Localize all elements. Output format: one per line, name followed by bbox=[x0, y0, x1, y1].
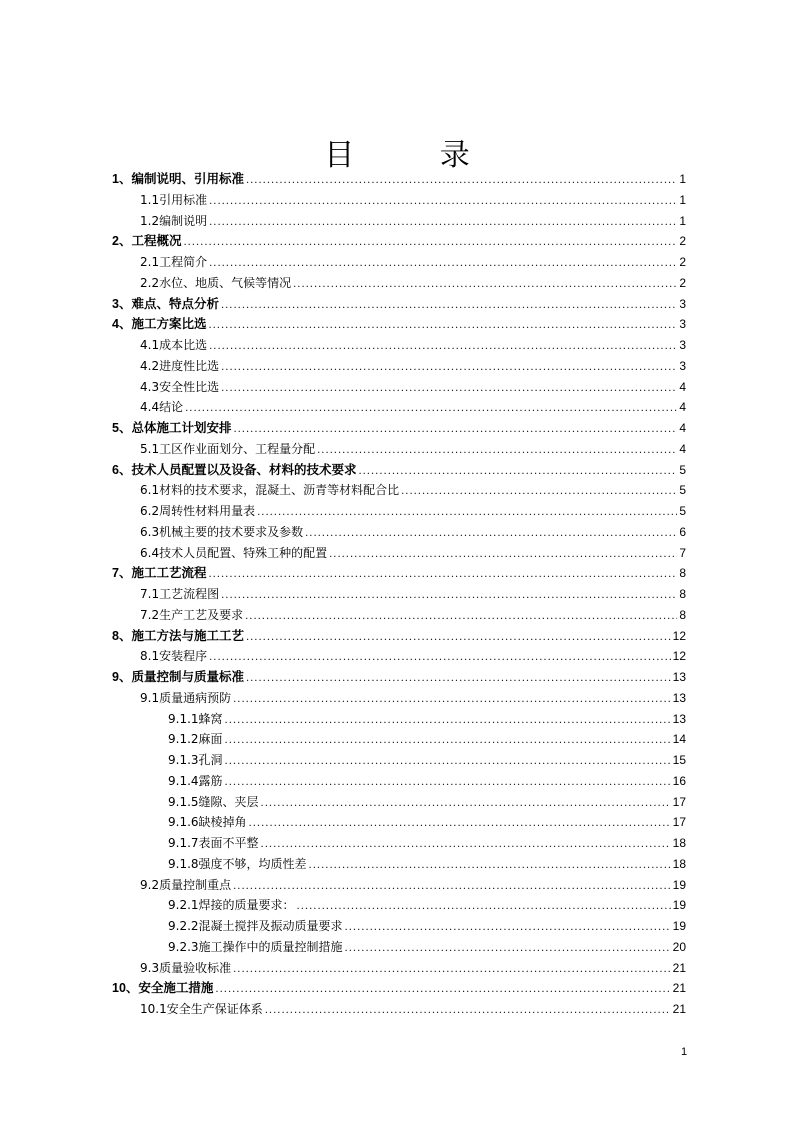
toc-dot-leader bbox=[249, 812, 671, 835]
toc-dot-leader bbox=[257, 501, 677, 524]
toc-entry-page: 14 bbox=[672, 732, 686, 747]
toc-entry[interactable] bbox=[112, 854, 686, 875]
toc-entry[interactable] bbox=[112, 252, 686, 273]
toc-entry-page: 7 bbox=[679, 545, 686, 560]
toc-dot-leader bbox=[209, 252, 677, 275]
toc-entry-label: 6.2周转性材料用量表 bbox=[140, 504, 256, 518]
toc-entry[interactable] bbox=[112, 916, 686, 937]
toc-entry-label: 4.4结论 bbox=[140, 400, 184, 415]
toc-entry-page: 2 bbox=[679, 234, 686, 249]
toc-entry[interactable] bbox=[112, 895, 686, 916]
toc-dot-leader bbox=[233, 688, 671, 711]
toc-entry-label: 4、施工方案比选 bbox=[112, 317, 207, 332]
toc-entry-label: 8、施工方法与施工工艺 bbox=[112, 628, 244, 643]
toc-entry[interactable] bbox=[112, 335, 686, 356]
toc-dot-leader bbox=[233, 875, 671, 898]
toc-entry-label: 7.1工艺流程图 bbox=[140, 587, 220, 601]
toc-dot-leader bbox=[208, 563, 677, 586]
toc-entry-page: 19 bbox=[672, 898, 686, 913]
toc-entry-page: 1 bbox=[679, 192, 686, 207]
toc-entry-label: 6、技术人员配置以及设备、材料的技术要求 bbox=[112, 462, 357, 477]
toc-dot-leader bbox=[265, 999, 671, 1022]
toc-entry-label: 4.3安全性比选 bbox=[140, 379, 220, 394]
toc-entry-page: 8 bbox=[679, 607, 686, 622]
toc-entry-page: 12 bbox=[672, 628, 686, 643]
toc-entry[interactable] bbox=[112, 729, 686, 750]
toc-entry-label: 9.1.7表面不平整 bbox=[168, 836, 259, 850]
toc-entry-page: 13 bbox=[672, 711, 686, 726]
toc-entry-label: 5.1工区作业面划分、工程量分配 bbox=[140, 441, 316, 456]
toc-entry[interactable] bbox=[112, 480, 686, 501]
toc-dot-leader bbox=[221, 356, 677, 379]
toc-entry-page: 4 bbox=[679, 421, 686, 435]
toc-entry-label: 9.1质量通病预防 bbox=[140, 690, 232, 705]
toc-entry-page: 3 bbox=[679, 338, 686, 352]
toc-entry-label: 1.1引用标准 bbox=[140, 192, 208, 207]
toc-entry-page: 2 bbox=[679, 255, 686, 269]
toc-dot-leader bbox=[183, 231, 677, 254]
toc-entry-page: 3 bbox=[679, 317, 686, 332]
toc-dot-leader bbox=[329, 543, 677, 566]
toc-entry[interactable] bbox=[112, 688, 686, 709]
toc-entry[interactable] bbox=[112, 667, 686, 688]
toc-dot-leader bbox=[297, 895, 671, 918]
toc-dot-leader bbox=[208, 314, 677, 337]
toc-entry-page: 19 bbox=[672, 919, 686, 933]
toc-entry-label: 1、编制说明、引用标准 bbox=[112, 172, 244, 186]
toc-dot-leader bbox=[345, 916, 671, 939]
toc-entry-page: 21 bbox=[672, 1002, 686, 1016]
toc-dot-leader bbox=[221, 294, 677, 317]
toc-entry-label: 9.3质量验收标准 bbox=[140, 960, 232, 975]
toc-entry-page: 12 bbox=[672, 649, 686, 664]
toc-entry-page: 8 bbox=[679, 587, 686, 601]
toc-entry-page: 13 bbox=[672, 690, 686, 705]
toc-dot-leader bbox=[401, 480, 677, 503]
toc-entry-page: 4 bbox=[679, 441, 686, 456]
toc-entry-label: 1.2编制说明 bbox=[140, 213, 208, 228]
toc-dot-leader bbox=[246, 169, 677, 192]
toc-entry[interactable] bbox=[112, 356, 686, 377]
toc-dot-leader bbox=[345, 937, 671, 960]
toc-dot-leader bbox=[215, 978, 670, 1001]
toc-dot-leader bbox=[309, 854, 671, 877]
toc-entry-label: 9.2质量控制重点 bbox=[140, 877, 232, 892]
toc-dot-leader bbox=[317, 439, 677, 462]
toc-entry[interactable] bbox=[112, 605, 686, 626]
toc-entry-page: 15 bbox=[672, 753, 686, 767]
toc-entry[interactable] bbox=[112, 875, 686, 896]
toc-entry-page: 17 bbox=[672, 794, 686, 809]
toc-entry[interactable] bbox=[112, 231, 686, 252]
toc-entry-label: 9.1.6缺棱掉角 bbox=[168, 815, 247, 830]
toc-entry[interactable] bbox=[112, 771, 686, 792]
toc-dot-leader bbox=[225, 709, 671, 732]
toc-entry[interactable] bbox=[112, 812, 686, 833]
toc-entry-label: 9.1.8强度不够，均质性差 bbox=[168, 856, 307, 871]
toc-dot-leader bbox=[225, 729, 671, 752]
toc-entry-label: 8.1安装程序 bbox=[140, 649, 208, 664]
toc-entry[interactable] bbox=[112, 418, 686, 439]
toc-entry-label: 4.2进度性比选 bbox=[140, 358, 220, 373]
toc-entry[interactable] bbox=[112, 792, 686, 813]
toc-entry-page: 1 bbox=[679, 172, 686, 186]
toc-entry[interactable] bbox=[112, 833, 686, 854]
page-number: 1 bbox=[680, 1046, 688, 1058]
toc-entry-page: 19 bbox=[672, 877, 686, 892]
toc-entry[interactable] bbox=[112, 958, 686, 979]
toc-entry[interactable] bbox=[112, 273, 686, 294]
toc-entry-label: 6.1材料的技术要求，混凝土、沥青等材料配合比 bbox=[140, 483, 400, 498]
toc-entry-page: 20 bbox=[672, 939, 686, 954]
toc-entry-label: 5、总体施工计划安排 bbox=[112, 421, 232, 435]
toc-entry[interactable] bbox=[112, 709, 686, 730]
toc-dot-leader bbox=[209, 335, 677, 358]
toc-entry[interactable] bbox=[112, 377, 686, 398]
toc-entry-label: 9.2.1焊接的质量要求： bbox=[168, 898, 295, 913]
toc-entry-label: 7、施工工艺流程 bbox=[112, 566, 207, 581]
toc-entry-label: 9.2.2混凝土搅拌及振动质量要求 bbox=[168, 919, 343, 933]
toc-entry-label: 9.2.3施工操作中的质量控制措施 bbox=[168, 939, 343, 954]
toc-entry-page: 4 bbox=[679, 400, 686, 415]
toc-entry[interactable] bbox=[112, 563, 686, 584]
toc-entry[interactable] bbox=[112, 584, 686, 605]
toc-entry-label: 2.2水位、地质、气候等情况 bbox=[140, 275, 292, 290]
toc-entry-page: 3 bbox=[679, 358, 686, 373]
toc-entry[interactable] bbox=[112, 439, 686, 460]
toc-entry[interactable] bbox=[112, 501, 686, 522]
toc-entry[interactable] bbox=[112, 646, 686, 667]
toc-entry-label: 9.1.1蜂窝 bbox=[168, 711, 223, 726]
toc-dot-leader bbox=[261, 792, 671, 815]
toc-entry[interactable] bbox=[112, 169, 686, 190]
toc-dot-leader bbox=[209, 190, 677, 213]
toc-entry[interactable] bbox=[112, 190, 686, 211]
toc-entry[interactable] bbox=[112, 211, 686, 232]
toc-dot-leader bbox=[261, 833, 671, 856]
toc-entry-label: 6.4技术人员配置、特殊工种的配置 bbox=[140, 545, 328, 560]
toc-dot-leader bbox=[221, 584, 677, 607]
toc-entry-page: 21 bbox=[672, 960, 686, 975]
toc-entry-label: 6.3机械主要的技术要求及参数 bbox=[140, 524, 304, 539]
toc-dot-leader bbox=[209, 211, 677, 234]
toc-entry-page: 16 bbox=[672, 773, 686, 788]
toc-dot-leader bbox=[225, 750, 671, 773]
toc-entry-label: 7.2生产工艺及要求 bbox=[140, 607, 244, 622]
toc-dot-leader bbox=[293, 273, 677, 296]
toc-entry[interactable] bbox=[112, 397, 686, 418]
page-title: 目 录 bbox=[324, 138, 508, 173]
toc-entry[interactable] bbox=[112, 999, 686, 1020]
toc-entry-page: 18 bbox=[672, 836, 686, 850]
toc-entry-page: 4 bbox=[679, 379, 686, 394]
toc-entry-page: 21 bbox=[672, 981, 686, 996]
toc-entry[interactable] bbox=[112, 314, 686, 335]
toc-dot-leader bbox=[185, 397, 677, 420]
toc-entry[interactable] bbox=[112, 750, 686, 771]
table-of-contents bbox=[112, 169, 686, 1020]
toc-entry-label: 3、难点、特点分析 bbox=[112, 296, 219, 311]
toc-entry-page: 2 bbox=[679, 275, 686, 290]
toc-dot-leader bbox=[233, 418, 677, 441]
toc-entry-label: 9.1.3孔洞 bbox=[168, 753, 223, 767]
toc-entry-label: 4.1成本比选 bbox=[140, 338, 208, 352]
toc-entry-label: 9.1.5缝隙、夹层 bbox=[168, 794, 259, 809]
toc-entry-label: 9、质量控制与质量标准 bbox=[112, 670, 244, 684]
toc-entry[interactable] bbox=[112, 978, 686, 999]
toc-entry[interactable] bbox=[112, 937, 686, 958]
toc-entry[interactable] bbox=[112, 543, 686, 564]
toc-entry[interactable] bbox=[112, 522, 686, 543]
toc-entry-label: 9.1.2麻面 bbox=[168, 732, 223, 747]
toc-entry-page: 5 bbox=[679, 462, 686, 477]
toc-dot-leader bbox=[233, 958, 671, 981]
toc-entry-page: 8 bbox=[679, 566, 686, 581]
toc-dot-leader bbox=[245, 605, 677, 628]
toc-entry-page: 17 bbox=[672, 815, 686, 830]
toc-dot-leader bbox=[305, 522, 677, 545]
toc-dot-leader bbox=[358, 460, 677, 483]
toc-dot-leader bbox=[225, 771, 671, 794]
toc-dot-leader bbox=[209, 646, 671, 669]
toc-entry-page: 13 bbox=[672, 670, 686, 684]
toc-entry[interactable] bbox=[112, 460, 686, 481]
toc-entry-page: 18 bbox=[672, 856, 686, 871]
toc-dot-leader bbox=[246, 667, 671, 690]
toc-entry-page: 5 bbox=[679, 504, 686, 518]
toc-entry[interactable] bbox=[112, 626, 686, 647]
toc-entry[interactable] bbox=[112, 294, 686, 315]
toc-dot-leader bbox=[246, 626, 671, 649]
toc-dot-leader bbox=[221, 377, 677, 400]
toc-entry-page: 3 bbox=[679, 296, 686, 311]
toc-entry-label: 10、安全施工措施 bbox=[112, 981, 214, 996]
toc-entry-page: 5 bbox=[679, 483, 686, 498]
toc-entry-label: 2.1工程简介 bbox=[140, 255, 208, 269]
toc-entry-label: 2、工程概况 bbox=[112, 234, 182, 249]
toc-entry-page: 1 bbox=[679, 213, 686, 228]
toc-entry-page: 6 bbox=[679, 524, 686, 539]
toc-entry-label: 10.1安全生产保证体系 bbox=[140, 1002, 263, 1016]
toc-entry-label: 9.1.4露筋 bbox=[168, 773, 223, 788]
